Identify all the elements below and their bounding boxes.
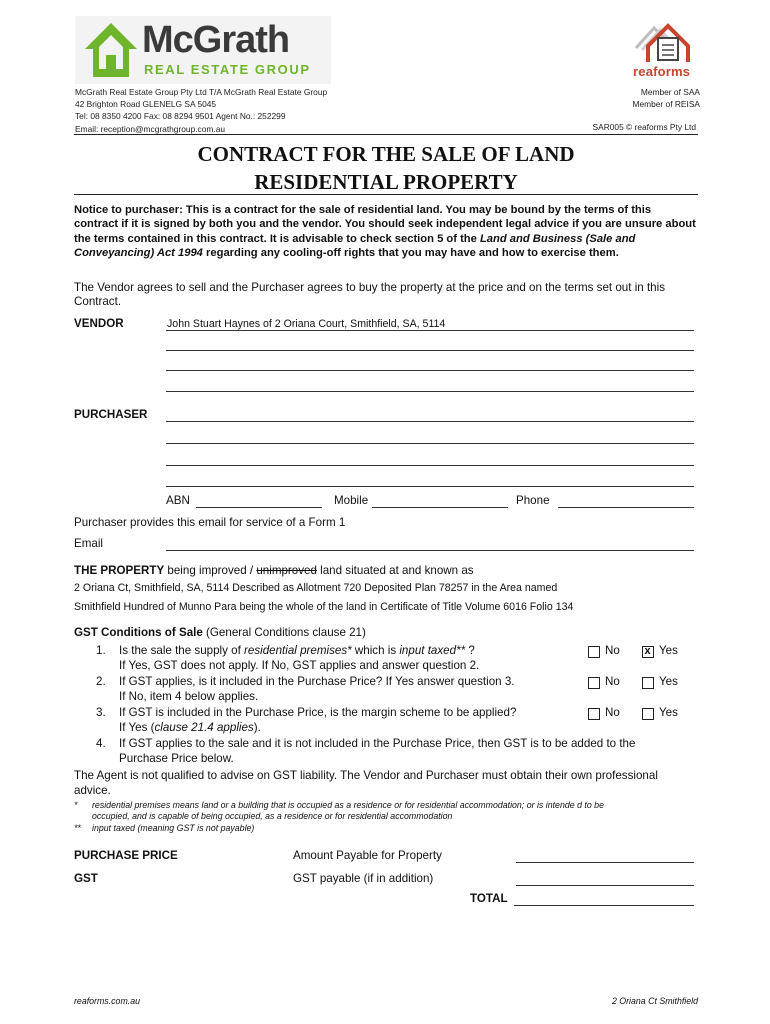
q1-text-b: which is (351, 644, 400, 657)
email-service-text: Purchaser provides this email for service of a Form 1 (74, 516, 346, 529)
purchaser-line[interactable] (166, 465, 694, 466)
abn-label: ABN (166, 494, 190, 507)
purchaser-line[interactable] (166, 486, 694, 487)
no-label: No (605, 675, 620, 688)
phone-field[interactable] (558, 507, 694, 508)
q3-text-b: ). (253, 720, 261, 734)
agent-line: McGrath Real Estate Group Pty Ltd T/A McGrath Real Estate Group (75, 87, 328, 97)
q1-text: Is the sale the supply of (119, 644, 245, 657)
abn-field[interactable] (196, 507, 322, 508)
house-logo-icon (83, 21, 139, 79)
notice-text-end: regarding any cooling-off rights that you may have and how to exercise them. (202, 246, 619, 259)
q2-yes-checkbox[interactable] (642, 677, 654, 689)
footnote-mark: * (74, 800, 78, 810)
gst-label: GST (74, 872, 98, 885)
agent-details (75, 86, 327, 135)
total-label: TOTAL (470, 892, 508, 905)
email-label: Email (74, 537, 103, 550)
gst-heading (74, 626, 366, 641)
question-number: 1. (96, 644, 106, 657)
gst-payable-field[interactable] (516, 885, 694, 886)
q1-yes-checkbox[interactable] (642, 646, 654, 658)
q3-no-checkbox[interactable] (588, 708, 600, 720)
q1-no-checkbox[interactable] (588, 646, 600, 658)
header-divider (74, 134, 698, 135)
reaforms-logo-text: reaforms (633, 64, 691, 79)
property-description-line: Smithfield Hundred of Munno Para being the whole of the land in Certificate of Title Volume 6016 Folio 134 (74, 601, 574, 613)
question-number: 4. (96, 737, 106, 750)
question-text (119, 644, 579, 673)
footnote-residential (92, 800, 702, 823)
vendor-label: VENDOR (74, 317, 124, 330)
q4-line1: If GST applies to the sale and it is not included in the Purchase Price, then GST is to be added to the (119, 737, 636, 750)
yes-label: Yes (659, 644, 678, 657)
purchaser-label: PURCHASER (74, 408, 148, 421)
property-struck: unimproved (256, 564, 317, 577)
vendor-line (166, 330, 694, 331)
footnote-line: occupied, and is capable of being occupied, as a residence or for residential accommodation (92, 811, 453, 822)
agent-line: 42 Brighton Road GLENELG SA 5045 (75, 99, 217, 110)
question-text (119, 675, 579, 704)
vendor-line[interactable] (166, 391, 694, 392)
mobile-label: Mobile (334, 494, 369, 507)
q2-line1: If GST applies, is it included in the Purchase Price? If Yes answer question 3. (119, 675, 515, 688)
q4-line2: Purchase Price below. (119, 751, 234, 765)
no-label: No (605, 706, 620, 719)
property-description-line: 2 Oriana Ct, Smithfield, SA, 5114 Described as Allotment 720 Deposited Plan 78257 in the Area named (74, 582, 558, 594)
q3-line1: If GST is included in the Purchase Price, is the margin scheme to be applied? (119, 706, 517, 719)
footnote-line: residential premises means land or a building that is occupied as a residence or for residential accommodation; or is intende d to be (92, 800, 604, 810)
question-text (119, 737, 719, 766)
membership-info (633, 86, 701, 110)
gst-heading-note: (General Conditions clause 21) (202, 626, 366, 639)
agent-line: Email: reception@mcgrathgroup.com.au (75, 123, 226, 134)
gst-agent-note: The Agent is not qualified to advise on GST liability. The Vendor and Purchaser must obtain their own professional advice. (74, 769, 658, 797)
mobile-field[interactable] (372, 507, 508, 508)
q1-text-c: ? (465, 644, 475, 657)
notice-text: Notice to purchaser: This is a contract for the sale of residential land. You may be bound by the terms of this contract if it is signed by both you and the vendor. You should seek independent legal advice if you are unsure about the terms contained in this contract. It is advisable to check section 5 of the (74, 204, 696, 245)
purchaser-line[interactable] (166, 443, 694, 444)
notice-act: Land and Business (Sale and Conveyancing) Act 1994 (74, 232, 636, 259)
question-number: 3. (96, 706, 106, 719)
q1-em2: input taxed** (399, 644, 466, 657)
member-line: Member of SAA (640, 87, 700, 97)
yes-label: Yes (659, 706, 678, 719)
title-divider (74, 194, 698, 195)
property-label: THE PROPERTY (74, 564, 165, 577)
purchase-price-description: Amount Payable for Property (293, 849, 442, 862)
footer-property: 2 Oriana Ct Smithfield (611, 996, 698, 1006)
footnote-mark: ** (74, 823, 81, 833)
property-text-end: land situated at and known as (316, 564, 474, 577)
logo-subtitle: REAL ESTATE GROUP (144, 62, 311, 77)
agent-line: Tel: 08 8350 4200 Fax: 08 8294 9501 Agent No.: 252299 (75, 111, 286, 122)
yes-label: Yes (659, 675, 678, 688)
purchase-price-label: PURCHASE PRICE (74, 849, 178, 862)
document-title: CONTRACT FOR THE SALE OF LAND (197, 142, 575, 166)
vendor-line[interactable] (166, 350, 694, 351)
property-heading (74, 564, 474, 577)
intro-paragraph: The Vendor agrees to sell and the Purchaser agrees to buy the property at the price and on the terms set out in this Contract. (74, 281, 665, 309)
q2-line2: If No, item 4 below applies. (119, 689, 259, 703)
q3-em: clause 21.4 applies (154, 720, 254, 734)
q1-line2: If Yes, GST does not apply. If No, GST applies and answer question 2. (119, 658, 480, 672)
question-number: 2. (96, 675, 106, 688)
no-label: No (605, 644, 620, 657)
q1-em: residential premises* (244, 644, 352, 657)
form-reference: SAR005 © reaforms Pty Ltd (592, 122, 696, 132)
vendor-line[interactable] (166, 370, 694, 371)
total-field[interactable] (514, 905, 694, 906)
vendor-value[interactable]: John Stuart Haynes of 2 Oriana Court, Smithfield, SA, 5114 (167, 318, 446, 330)
mcgrath-logo (75, 16, 331, 84)
purchase-price-field[interactable] (516, 862, 694, 863)
footnote-input-taxed: input taxed (meaning GST is not payable) (92, 823, 255, 833)
footer-website: reaforms.com.au (74, 996, 140, 1006)
gst-heading-label: GST Conditions of Sale (74, 626, 203, 639)
logo-name: McGrath (142, 19, 290, 61)
q2-no-checkbox[interactable] (588, 677, 600, 689)
gst-payable-description: GST payable (if in addition) (293, 872, 434, 885)
purchaser-line[interactable] (166, 421, 694, 422)
member-line: Member of REISA (632, 99, 700, 109)
purchaser-notice (74, 203, 698, 260)
document-subtitle: RESIDENTIAL PROPERTY (254, 170, 518, 194)
property-text: being improved / (164, 564, 257, 577)
phone-label: Phone (516, 494, 550, 507)
q3-yes-checkbox[interactable] (642, 708, 654, 720)
question-text (119, 706, 579, 735)
email-field[interactable] (166, 550, 694, 551)
q3-text: If Yes ( (119, 720, 155, 734)
